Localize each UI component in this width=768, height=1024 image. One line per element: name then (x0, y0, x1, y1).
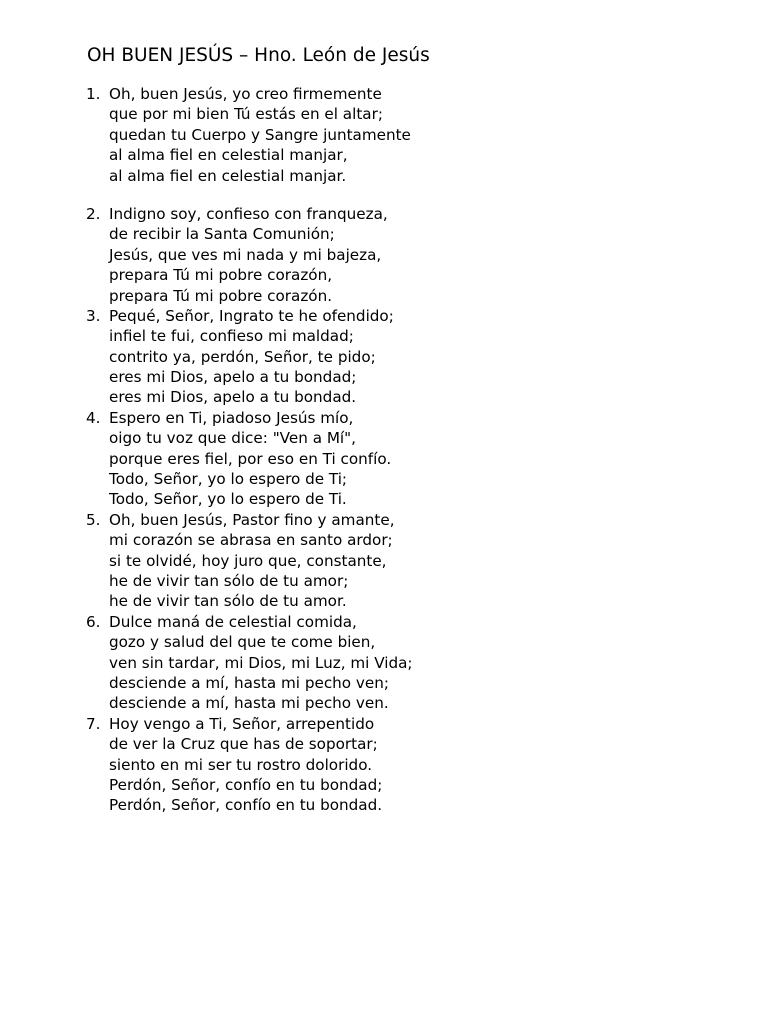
stanza-line-text: al alma fiel en celestial manjar, (109, 146, 348, 165)
stanza-line (86, 166, 746, 186)
stanza-line (86, 125, 746, 145)
stanza-line-text: Oh, buen Jesús, Pastor fino y amante, (109, 510, 395, 529)
stanza-line (86, 693, 746, 713)
stanza-line-text: infiel te fui, confieso mi maldad; (109, 327, 354, 346)
stanza-line-text: prepara Tú mi pobre corazón, (109, 266, 333, 285)
stanza-5 (86, 510, 746, 612)
stanza-number: 3. (86, 306, 101, 325)
stanza-line-text: Todo, Señor, yo lo espero de Ti. (109, 490, 347, 509)
stanza-line-text: Todo, Señor, yo lo espero de Ti; (109, 470, 348, 489)
stanza-line (86, 449, 746, 469)
stanza-line (86, 387, 746, 407)
stanza-line (86, 469, 746, 489)
stanza-line-text: que por mi bien Tú estás en el altar; (109, 105, 383, 124)
stanza-line-text: Perdón, Señor, confío en tu bondad; (109, 775, 383, 794)
stanza-4 (86, 408, 746, 510)
stanza-line (86, 551, 746, 571)
stanza-line-text: Jesús, que ves mi nada y mi bajeza, (109, 245, 382, 264)
stanza-line-text: si te olvidé, hoy juro que, constante, (109, 551, 387, 570)
stanza-line-text: contrito ya, perdón, Señor, te pido; (109, 347, 376, 366)
stanza-number: 6. (86, 612, 101, 631)
stanza-line (86, 104, 746, 124)
stanza-1 (86, 84, 746, 186)
stanza-number: 5. (86, 510, 101, 529)
stanza-line (86, 571, 746, 591)
stanza-line-text: gozo y salud del que te come bien, (109, 633, 376, 652)
stanza-line-text: desciende a mí, hasta mi pecho ven. (109, 694, 389, 713)
stanza-number: 2. (86, 204, 101, 223)
stanza-line-text: Espero en Ti, piadoso Jesús mío, (109, 408, 354, 427)
stanza-line (86, 245, 746, 265)
stanza-line-text: de ver la Cruz que has de soportar; (109, 735, 378, 754)
stanza-7 (86, 714, 746, 816)
stanza-line-text: Perdón, Señor, confío en tu bondad. (109, 796, 383, 815)
stanza-line-text: Dulce maná de celestial comida, (109, 612, 357, 631)
stanza-line (86, 795, 746, 815)
stanza-line-text: he de vivir tan sólo de tu amor. (109, 592, 347, 611)
stanza-line-text: al alma fiel en celestial manjar. (109, 166, 347, 185)
stanza-line-text: oigo tu voz que dice: "Ven a Mí", (109, 429, 356, 448)
stanza-line (86, 632, 746, 652)
stanza-line (86, 84, 746, 104)
stanza-line-text: eres mi Dios, apelo a tu bondad. (109, 388, 357, 407)
stanza-6 (86, 612, 746, 714)
stanza-line (86, 145, 746, 165)
stanza-line-text: mi corazón se abrasa en santo ardor; (109, 531, 393, 550)
stanza-number: 4. (86, 408, 101, 427)
stanza-line (86, 510, 746, 530)
stanza-line-text: porque eres fiel, por eso en Ti confío. (109, 449, 392, 468)
stanza-line-text: Hoy vengo a Ti, Señor, arrepentido (109, 714, 375, 733)
stanza-line (86, 714, 746, 734)
stanza-line-text: Indigno soy, confieso con franqueza, (109, 204, 388, 223)
stanza-line (86, 612, 746, 632)
stanza-3 (86, 306, 746, 408)
stanza-number: 1. (86, 85, 101, 103)
stanza-line (86, 265, 746, 285)
stanza-2 (86, 204, 746, 306)
stanza-line (86, 653, 746, 673)
stanza-line (86, 775, 746, 795)
stanza-line-text: de recibir la Santa Comunión; (109, 225, 335, 244)
stanza-line-text: ven sin tardar, mi Dios, mi Luz, mi Vida; (109, 653, 413, 672)
stanza-line (86, 530, 746, 550)
stanza-line (86, 673, 746, 693)
stanza-line-text: he de vivir tan sólo de tu amor; (109, 571, 349, 590)
stanza-line-text: prepara Tú mi pobre corazón. (109, 286, 333, 305)
stanza-line-text: quedan tu Cuerpo y Sangre juntamente (109, 125, 411, 144)
page-title: OH BUEN JESÚS – Hno. León de Jesús (87, 45, 430, 66)
stanza-number: 7. (86, 714, 101, 733)
stanza-line (86, 408, 746, 428)
stanza-line (86, 326, 746, 346)
stanza-line-text: desciende a mí, hasta mi pecho ven; (109, 673, 389, 692)
hymn-stanzas (86, 84, 746, 816)
stanza-line (86, 755, 746, 775)
stanza-line (86, 489, 746, 509)
stanza-line-text: Oh, buen Jesús, yo creo firmemente (109, 85, 382, 103)
stanza-line (86, 591, 746, 611)
stanza-line (86, 367, 746, 387)
stanza-line (86, 204, 746, 224)
stanza-line (86, 347, 746, 367)
stanza-line (86, 734, 746, 754)
stanza-line-text: eres mi Dios, apelo a tu bondad; (109, 368, 357, 387)
stanza-line-text: siento en mi ser tu rostro dolorido. (109, 755, 373, 774)
stanza-line-text: Pequé, Señor, Ingrato te he ofendido; (109, 306, 394, 325)
stanza-line (86, 428, 746, 448)
stanza-line (86, 286, 746, 306)
stanza-line (86, 224, 746, 244)
stanza-line (86, 306, 746, 326)
